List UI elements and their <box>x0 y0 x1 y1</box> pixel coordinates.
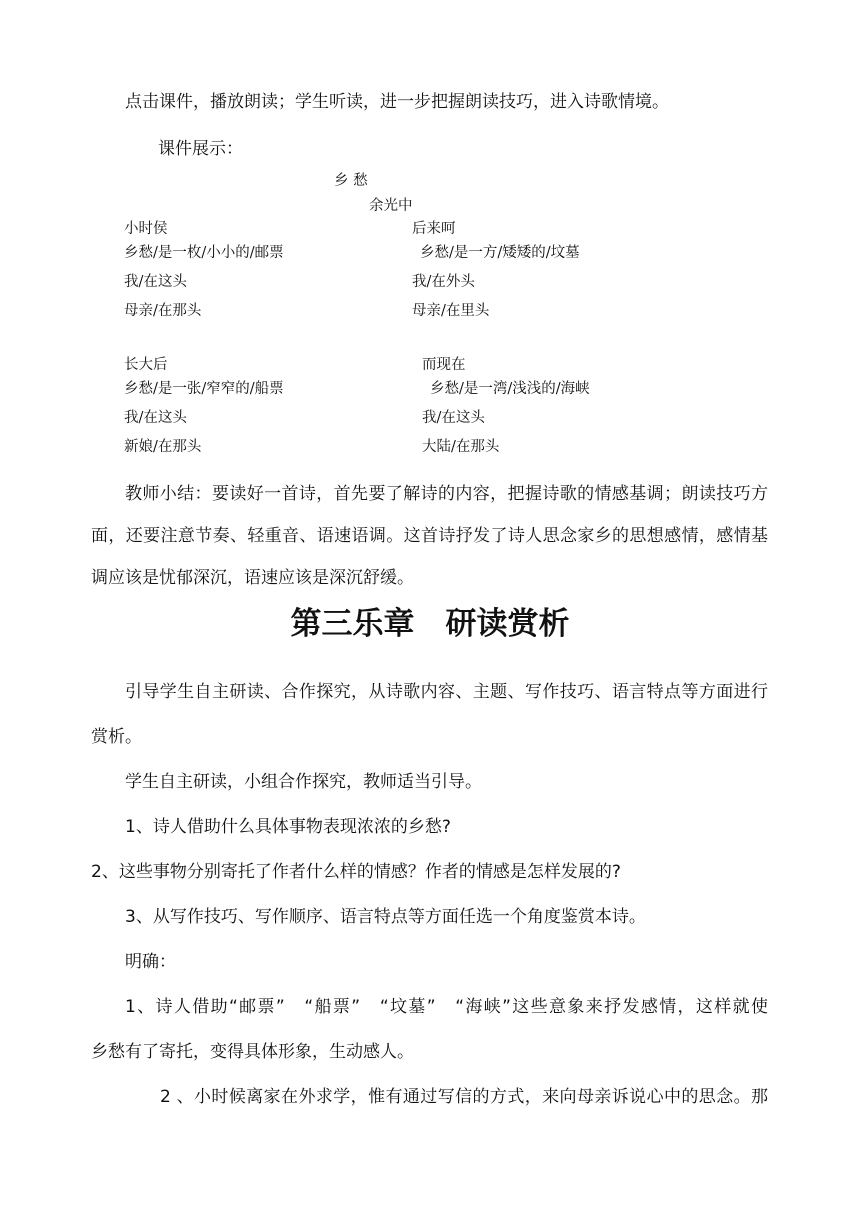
poem-line: 母亲/在里头 <box>412 303 490 319</box>
courseware-label: 课件展示： <box>158 139 243 159</box>
answer-2-line: 2 、小时候离家在外求学，惟有通过写信的方式，来向母亲诉说心中的思念。那 <box>160 1087 768 1107</box>
summary-line: 教师小结：要读好一首诗，首先要了解诗的内容，把握诗歌的情感基调；朗读技巧方 <box>125 484 768 504</box>
answer-1-line: 1、诗人借助“邮票” “船票” “坟墓” “海峡”这些意象来抒发感情，这样就使 <box>125 997 768 1017</box>
poem-line: 乡愁/是一方/矮矮的/坟墓 <box>420 245 580 261</box>
poem-line: 大陆/在那头 <box>422 439 500 455</box>
poem-line: 我/在外头 <box>412 274 475 290</box>
question-2: 2、这些事物分别寄托了作者什么样的情感？作者的情感是怎样发展的? <box>91 862 621 882</box>
question-1: 1、诗人借助什么具体事物表现浓浓的乡愁? <box>125 817 451 837</box>
question-3: 3、从写作技巧、写作顺序、语言特点等方面任选一个角度鉴赏本诗。 <box>125 907 646 927</box>
summary-line: 面，还要注意节奏、轻重音、语速语调。这首诗抒发了诗人思念家乡的思想感情，感情基 <box>91 526 768 546</box>
intro-line: 点击课件，播放朗读；学生听读，进一步把握朗读技巧，进入诗歌情境。 <box>125 92 669 112</box>
chapter-heading: 第三乐章 研读赏析 <box>290 606 570 642</box>
paragraph-line: 学生自主研读，小组合作探究，教师适当引导。 <box>125 772 482 792</box>
poem-line: 而现在 <box>422 357 466 373</box>
poem-line: 乡愁/是一张/窄窄的/船票 <box>124 381 284 397</box>
poem-line: 我/在这头 <box>124 274 187 290</box>
clarify-label: 明确： <box>125 952 176 972</box>
poem-line: 长大后 <box>124 357 168 373</box>
poem-line: 小时侯 <box>124 221 168 237</box>
poem-line: 乡愁/是一枚/小小的/邮票 <box>124 245 284 261</box>
poem-line: 我/在这头 <box>124 410 187 426</box>
summary-line: 调应该是忧郁深沉，语速应该是深沉舒缓。 <box>91 568 414 588</box>
poem-line: 乡愁/是一湾/浅浅的/海峡 <box>430 381 590 397</box>
paragraph-line: 引导学生自主研读、合作探究，从诗歌内容、主题、写作技巧、语言特点等方面进行 <box>125 682 768 702</box>
answer-1-line: 乡愁有了寄托，变得具体形象，生动感人。 <box>91 1042 414 1062</box>
poem-line: 母亲/在那头 <box>124 303 202 319</box>
poem-line: 我/在这头 <box>422 410 485 426</box>
poem-title: 乡 愁 <box>334 173 368 189</box>
poem-line: 新娘/在那头 <box>124 439 202 455</box>
poem-author: 余光中 <box>369 198 413 214</box>
paragraph-line: 赏析。 <box>91 727 142 747</box>
poem-line: 后来呵 <box>412 221 456 237</box>
